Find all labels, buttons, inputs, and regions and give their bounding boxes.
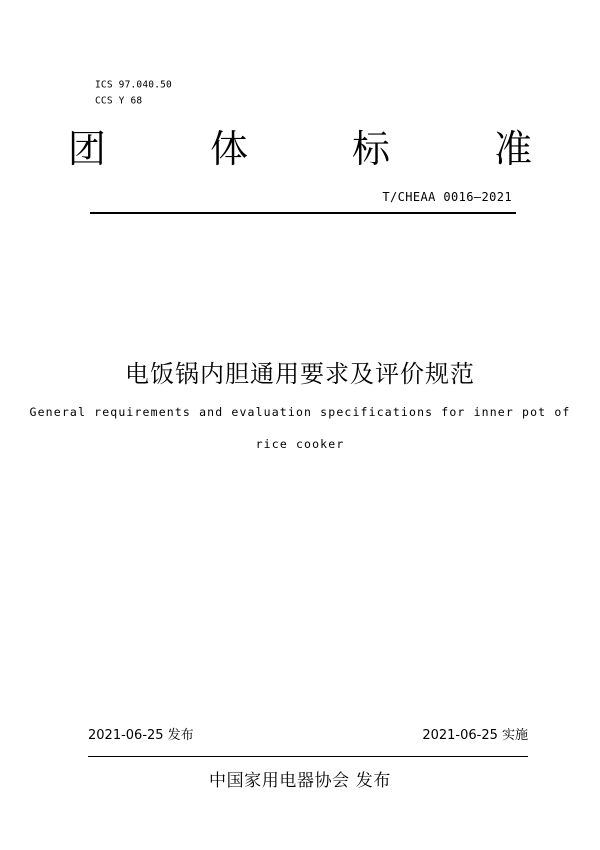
header-divider (90, 212, 516, 214)
ics-code: ICS 97.040.50 (95, 79, 172, 91)
standard-number: T/CHEAA 0016—2021 (382, 190, 512, 204)
standard-category-title: 团 体 标 准 (67, 127, 579, 171)
publish-date: 2021-06-25 发布 (88, 728, 194, 743)
implementation-date: 2021-06-25 实施 (422, 728, 528, 743)
publisher: 中国家用电器协会 发布 (208, 771, 391, 791)
document-title-chinese: 电饭锅内胆通用要求及评价规范 (125, 360, 475, 388)
document-title-english-line-2: rice cooker (255, 437, 345, 451)
footer-divider (88, 756, 528, 757)
document-title-english-line-1: General requirements and evaluation specifications for inner pot of (29, 405, 571, 419)
ccs-code: CCS Y 68 (95, 95, 143, 107)
